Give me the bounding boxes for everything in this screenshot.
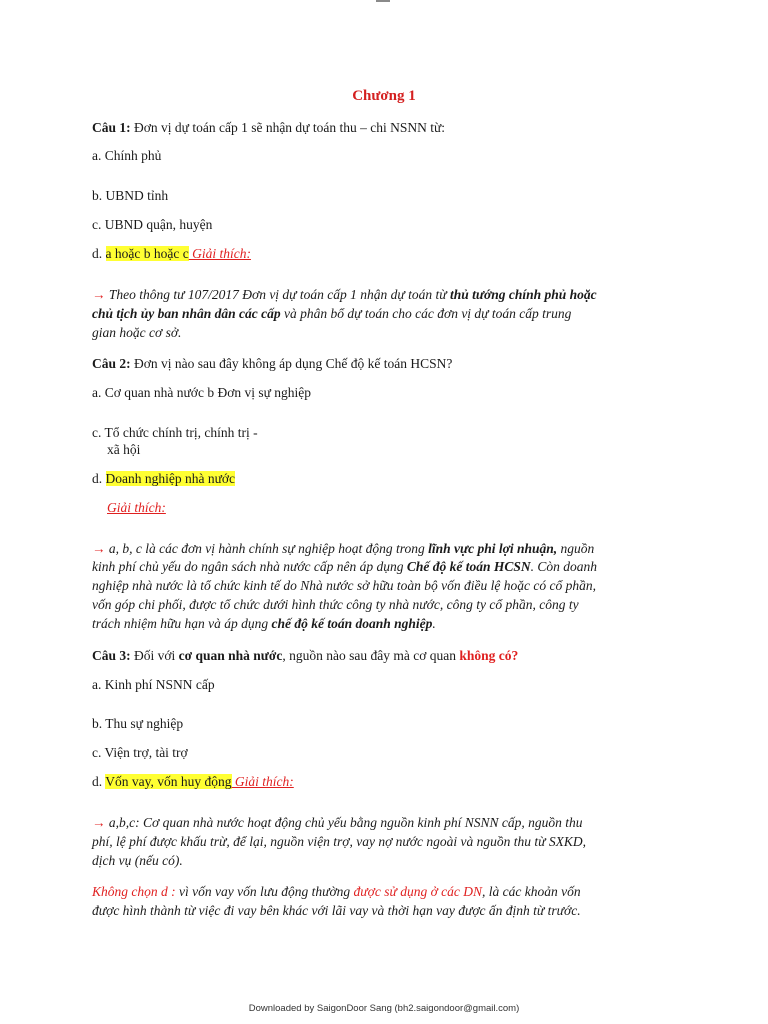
q3-explain-line-3: dịch vụ (nếu có). bbox=[92, 853, 183, 868]
q2-option-c-line-2: xã hội bbox=[107, 442, 141, 457]
q2-option-a: a. Cơ quan nhà nước b Đơn vị sự nghiệp bbox=[92, 385, 312, 400]
question-2 bbox=[92, 355, 452, 372]
q1-option-a: a. Chính phủ bbox=[92, 148, 162, 163]
q2-explain-line-1: → a, b, c là các đơn vị hành chính sự nghiệp hoạt động trong lĩnh vực phi lợi nhuận, nguồn bbox=[92, 541, 595, 556]
q1-option-c: c. UBND quận, huyện bbox=[92, 217, 213, 232]
q1-explain-line-3: gian hoặc cơ sở. bbox=[92, 325, 182, 340]
question-3-label: Câu 3: bbox=[92, 648, 131, 663]
q2-explain-line-3: nghiệp nhà nước là tổ chức kinh tế do Nhà nước sở hữu toàn bộ vốn điều lệ hoặc có cổ phần, bbox=[92, 578, 596, 593]
q3-note-line-1: Không chọn d : vì vốn vay vốn lưu động thường được sử dụng ở các DN, là các khoản vốn bbox=[92, 884, 581, 899]
q2-option-d-prefix: d. bbox=[92, 471, 106, 486]
q3-option-d-prefix: d. bbox=[92, 774, 106, 789]
top-mark bbox=[376, 0, 390, 2]
q2-explain-line-5: trách nhiệm hữu hạn và áp dụng chế độ kế toán doanh nghiệp. bbox=[92, 616, 436, 631]
q2-option-d bbox=[92, 470, 235, 487]
question-1 bbox=[92, 119, 445, 136]
download-footer: Downloaded by SaigonDoor Sang (bh2.saigondoor@gmail.com) bbox=[248, 1003, 520, 1014]
q3-answer: Vốn vay, vốn huy động bbox=[105, 774, 232, 789]
q1-explain-label: Giải thích: bbox=[188, 246, 251, 261]
question-3: Câu 3: Đối với cơ quan nhà nước, nguồn nào sau đây mà cơ quan không có? bbox=[92, 648, 519, 663]
q3-explain-label: Giải thích: bbox=[231, 774, 294, 789]
arrow-icon: → bbox=[92, 815, 106, 830]
q1-option-d-prefix: d. bbox=[92, 246, 106, 261]
chapter-title: Chương 1 bbox=[352, 88, 416, 104]
q3-option-a: a. Kinh phí NSNN cấp bbox=[92, 677, 215, 692]
question-2-label: Câu 2: bbox=[92, 356, 131, 371]
q2-explain-label: Giải thích: bbox=[107, 500, 166, 515]
q1-option-b: b. UBND tỉnh bbox=[92, 188, 169, 203]
q2-answer: Doanh nghiệp nhà nước bbox=[105, 471, 236, 486]
q1-option-d bbox=[92, 245, 251, 262]
q1-answer: a hoặc b hoặc c bbox=[105, 246, 189, 261]
q2-explain-line-2: kinh phí chủ yếu do ngân sách nhà nước cấp nên áp dụng Chế độ kế toán HCSN. Còn doanh bbox=[92, 559, 598, 574]
arrow-icon: → bbox=[92, 287, 106, 302]
arrow-icon: → bbox=[92, 541, 106, 556]
q2-explain-line-4: vốn góp chi phối, được tổ chức dưới hình thức công ty nhà nước, công ty cổ phần, công ty bbox=[92, 597, 579, 612]
q1-explain-line-1: → Theo thông tư 107/2017 Đơn vị dự toán cấp 1 nhận dự toán từ thủ tướng chính phủ hoặc bbox=[92, 287, 597, 302]
question-2-text: Đơn vị nào sau đây không áp dụng Chế độ kế toán HCSN? bbox=[130, 356, 453, 371]
q3-option-d bbox=[92, 773, 294, 790]
question-1-label: Câu 1: bbox=[92, 120, 131, 135]
q3-note-line-2: được hình thành từ việc đi vay bên khác với lãi vay và thời hạn vay được ấn định từ trước. bbox=[92, 903, 581, 918]
q3-explain-line-2: phí, lệ phí được khấu trừ, để lại, nguồn viện trợ, vay nợ nước ngoài và nguồn thu từ SXKD, bbox=[92, 834, 586, 849]
q3-explain-line-1: → a,b,c: Cơ quan nhà nước hoạt động chủ yếu bằng nguồn kinh phí NSNN cấp, nguồn thu bbox=[92, 815, 583, 830]
question-1-text: Đơn vị dự toán cấp 1 sẽ nhận dự toán thu – chi NSNN từ: bbox=[130, 120, 446, 135]
q3-option-c: c. Viện trợ, tài trợ bbox=[92, 745, 188, 760]
q1-explain-line-2: chủ tịch ủy ban nhân dân các cấp và phân bổ dự toán cho các đơn vị dự toán cấp trung bbox=[92, 306, 572, 321]
q3-option-b: b. Thu sự nghiệp bbox=[92, 716, 184, 731]
q2-option-c-line-1: c. Tổ chức chính trị, chính trị - bbox=[92, 425, 258, 440]
